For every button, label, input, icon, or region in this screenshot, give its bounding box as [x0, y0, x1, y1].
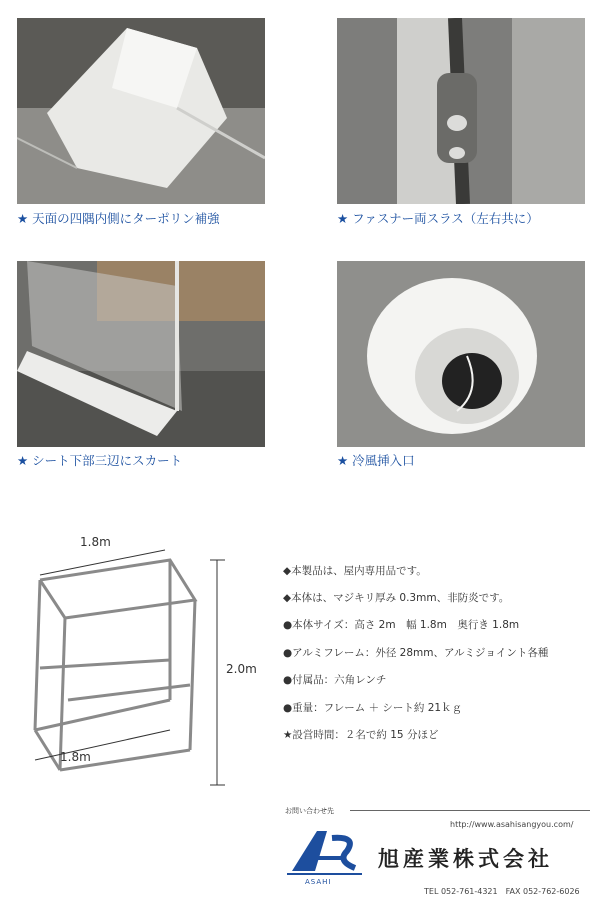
photo-tarpaulin-corner — [17, 18, 265, 204]
tel-fax: TEL 052-761-4321 FAX 052-762-6026 — [424, 887, 580, 896]
company-name: 旭産業株式会社 — [378, 846, 553, 871]
contact-label: お問い合わせ先 — [285, 807, 334, 815]
spec-line: ★設営時間：２名で約 15 分ほど — [283, 729, 439, 741]
divider — [350, 810, 590, 811]
spec-line: ●本体サイズ：高さ 2m 幅 1.8m 奥行き 1.8m — [283, 619, 520, 631]
logo-text: ASAHI — [305, 878, 332, 886]
photo-cold-air-inlet — [337, 261, 585, 447]
photo-zipper — [337, 18, 585, 204]
asahi-logo — [287, 826, 367, 886]
spec-line: ●重量：フレーム ＋ シート約 21ｋｇ — [283, 702, 463, 714]
company-url[interactable]: http://www.asahisangyou.com/ — [450, 820, 574, 829]
caption-cold-air-inlet: ★ 冷風挿入口 — [337, 453, 415, 468]
spec-line: ◆本製品は、屋内専用品です。 — [283, 565, 427, 577]
spec-line: ●付属品：六角レンチ — [283, 674, 387, 686]
spec-line: ◆本体は、マジキリ厚み 0.3mm、非防炎です。 — [283, 592, 510, 604]
photo-skirt — [17, 261, 265, 447]
frame-diagram — [20, 520, 260, 800]
caption-skirt: ★ シート下部三辺にスカート — [17, 453, 183, 468]
width-dimension-label: 1.8m — [80, 535, 111, 549]
height-dimension-label: 2.0m — [226, 662, 257, 676]
caption-tarpaulin: ★ 天面の四隅内側にターポリン補強 — [17, 211, 220, 226]
depth-dimension-label: 1.8m — [60, 750, 91, 764]
spec-line: ●アルミフレーム：外径 28mm、アルミジョイント各種 — [283, 647, 549, 659]
caption-zipper: ★ ファスナー両スラス（左右共に） — [337, 211, 539, 226]
